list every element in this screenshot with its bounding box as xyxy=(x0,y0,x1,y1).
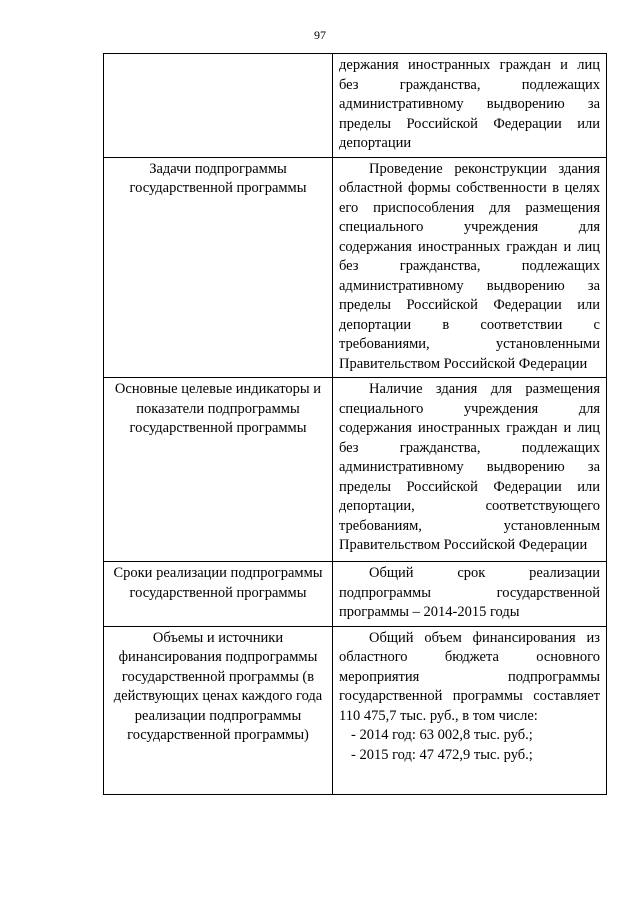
table-row xyxy=(104,378,607,562)
row-label: Основные целевые индикаторы и показатели подпрограммы государственной программы xyxy=(104,378,333,562)
program-passport-table xyxy=(103,53,607,795)
row-label: Сроки реализации подпрограммы государственной программы xyxy=(104,562,333,627)
row-value-text: держания иностранных граждан и лиц без гражданства, подлежащих административному выдворению за пределы Российской Федерации или депортации xyxy=(339,57,600,151)
row-label: Задачи подпрограммы государственной программы xyxy=(104,157,333,378)
row-label: Объемы и источники финансирования подпрограммы государственной программы (в действующих ценах каждого года реализации подпрограммы государственной программы) xyxy=(104,626,333,794)
page-number: 97 xyxy=(314,28,326,42)
row-value-text: Общий объем финансирования из областного бюджета основного мероприятия подпрограммы государственной программы составляет 110 475,7 тыс. руб., в том числе: xyxy=(339,629,600,724)
row-value xyxy=(333,157,607,378)
row-value-text: Проведение реконструкции здания областной формы собственности в целях его приспособления для размещения специального учреждения для содержания иностранных граждан и лиц без гражданства, подлежащих административному выдворению за пределы Российской Федерации или депортации в соответствии с требованиями, установленными Правительством Российской Федерации xyxy=(339,160,600,372)
table-row xyxy=(104,626,607,794)
row-value-text: Общий срок реализации подпрограммы государственной программы – 2014-2015 годы xyxy=(339,565,600,620)
table-row xyxy=(104,157,607,378)
row-value xyxy=(333,54,607,158)
list-item: - 2015 год: 47 472,9 тыс. руб.; xyxy=(351,746,533,763)
table-row xyxy=(104,54,607,158)
row-value-text: Наличие здания для размещения специального учреждения для содержания иностранных граждан и лиц без гражданства, подлежащих административному выдворению за пределы Российской Федерации или депортации, соответствующего требованиям, установленным Правительством Российской Федерации xyxy=(339,381,600,553)
row-value xyxy=(333,562,607,627)
row-label xyxy=(104,54,333,158)
table-row xyxy=(104,562,607,627)
row-value xyxy=(333,378,607,562)
row-value xyxy=(333,626,607,794)
list-item: - 2014 год: 63 002,8 тыс. руб.; xyxy=(351,727,533,743)
